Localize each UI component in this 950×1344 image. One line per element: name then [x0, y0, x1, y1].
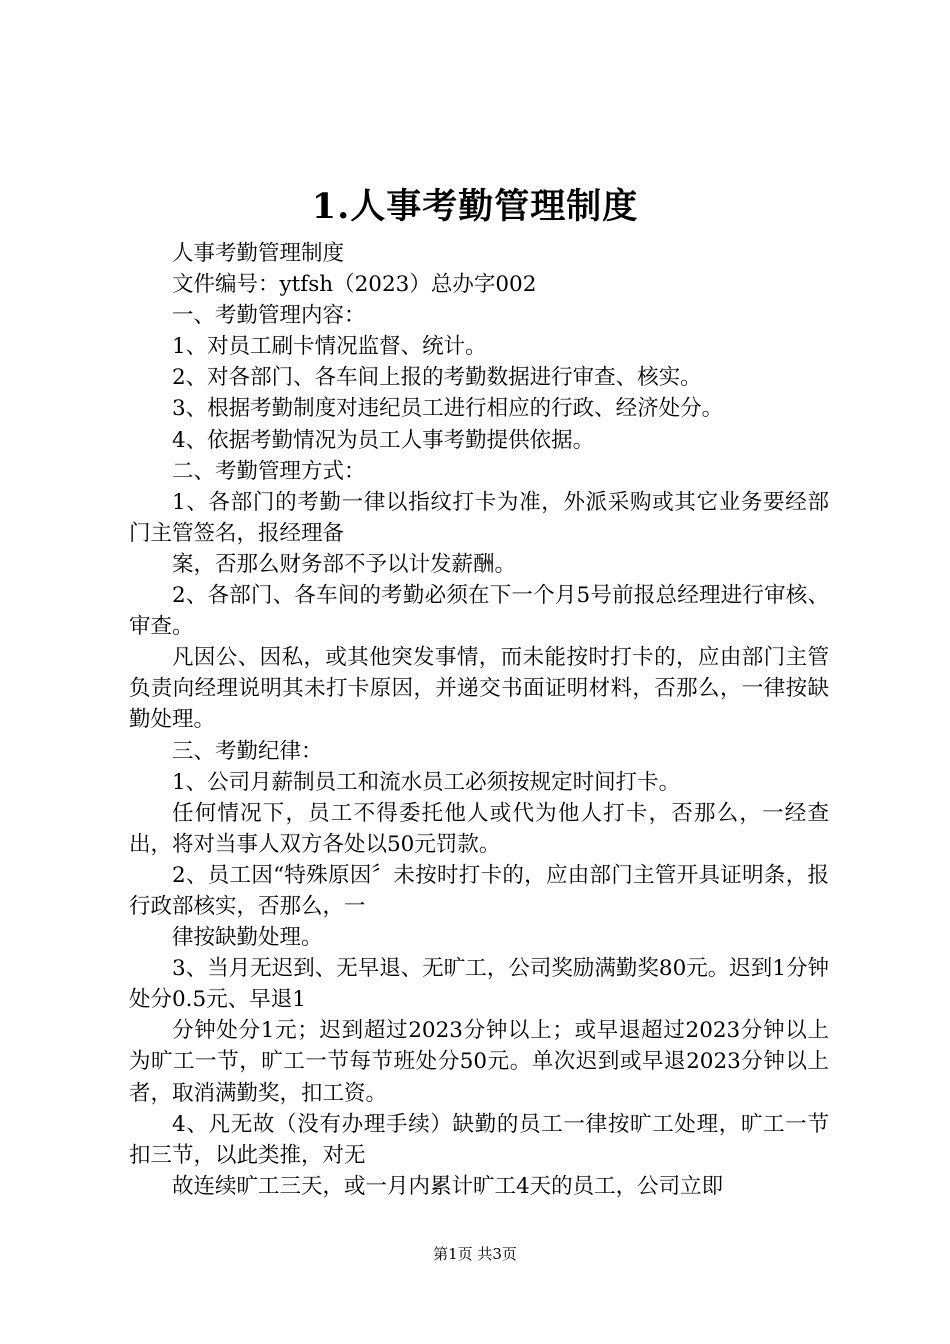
file-number-line: 文件编号：ytfsh（2023）总办字002 — [172, 272, 537, 298]
paragraph: 2、对各部门、各车间上报的考勤数据进行审查、核实。 — [172, 365, 702, 391]
paragraph: 1、对员工刷卡情况监督、统计。 — [172, 334, 487, 360]
doc-name-line: 人事考勤管理制度 — [172, 241, 345, 266]
paragraph: 律按缺勤处理。 — [172, 925, 323, 951]
document-body — [129, 238, 829, 1202]
paragraph: 1、各部门的考勤一律以指纹打卡为准，外派采购或其它业务要经部门主管签名，报经理备 — [129, 489, 829, 546]
paragraph: 2、各部门、各车间的考勤必须在下一个月5号前报总经理进行审核、审查。 — [129, 583, 829, 640]
document-title: 1.人事考勤管理制度 — [311, 186, 639, 227]
paragraph: 2、员工因“特殊原因〞未按时打卡的，应由部门主管开具证明条，报行政部核实，否那么，一 — [129, 862, 829, 919]
paragraph: 案，否那么财务部不予以计发薪酬。 — [172, 551, 517, 577]
section-heading-3: 三、考勤纪律： — [172, 738, 323, 764]
paragraph: 3、当月无迟到、无早退、无旷工，公司奖励满勤奖80元。迟到1分钟处分0.5元、早退1 — [129, 956, 830, 1013]
paragraph: 1、公司月薪制员工和流水员工必须按规定时间打卡。 — [172, 769, 681, 795]
paragraph: 4、凡无故（没有办理手续）缺勤的员工一律按旷工处理，旷工一节扣三节，以此类推，对无 — [129, 1111, 829, 1168]
paragraph: 任何情况下，员工不得委托他人或代为他人打卡，否那么，一经查出，将对当事人双方各处以50元罚款。 — [129, 800, 829, 857]
section-heading-2: 二、考勤管理方式： — [172, 458, 366, 484]
paragraph: 分钟处分1元；迟到超过2023分钟以上；或早退超过2023分钟以上为旷工一节，旷工一节每节班处分50元。单次迟到或早退2023分钟以上者，取消满勤奖，扣工资。 — [129, 1018, 829, 1106]
paragraph: 故连续旷工三天，或一月内累计旷工4天的员工，公司立即 — [172, 1173, 724, 1199]
page-footer: 第1页 共3页 — [433, 1245, 517, 1263]
paragraph: 3、根据考勤制度对违纪员工进行相应的行政、经济处分。 — [172, 396, 724, 422]
section-heading-1: 一、考勤管理内容： — [172, 303, 366, 329]
paragraph: 凡因公、因私，或其他突发事情，而未能按时打卡的，应由部门主管负责向经理说明其未打卡原因，并递交书面证明材料，否那么，一律按缺勤处理。 — [129, 645, 829, 733]
paragraph: 4、依据考勤情况为员工人事考勤提供依据。 — [172, 427, 595, 453]
